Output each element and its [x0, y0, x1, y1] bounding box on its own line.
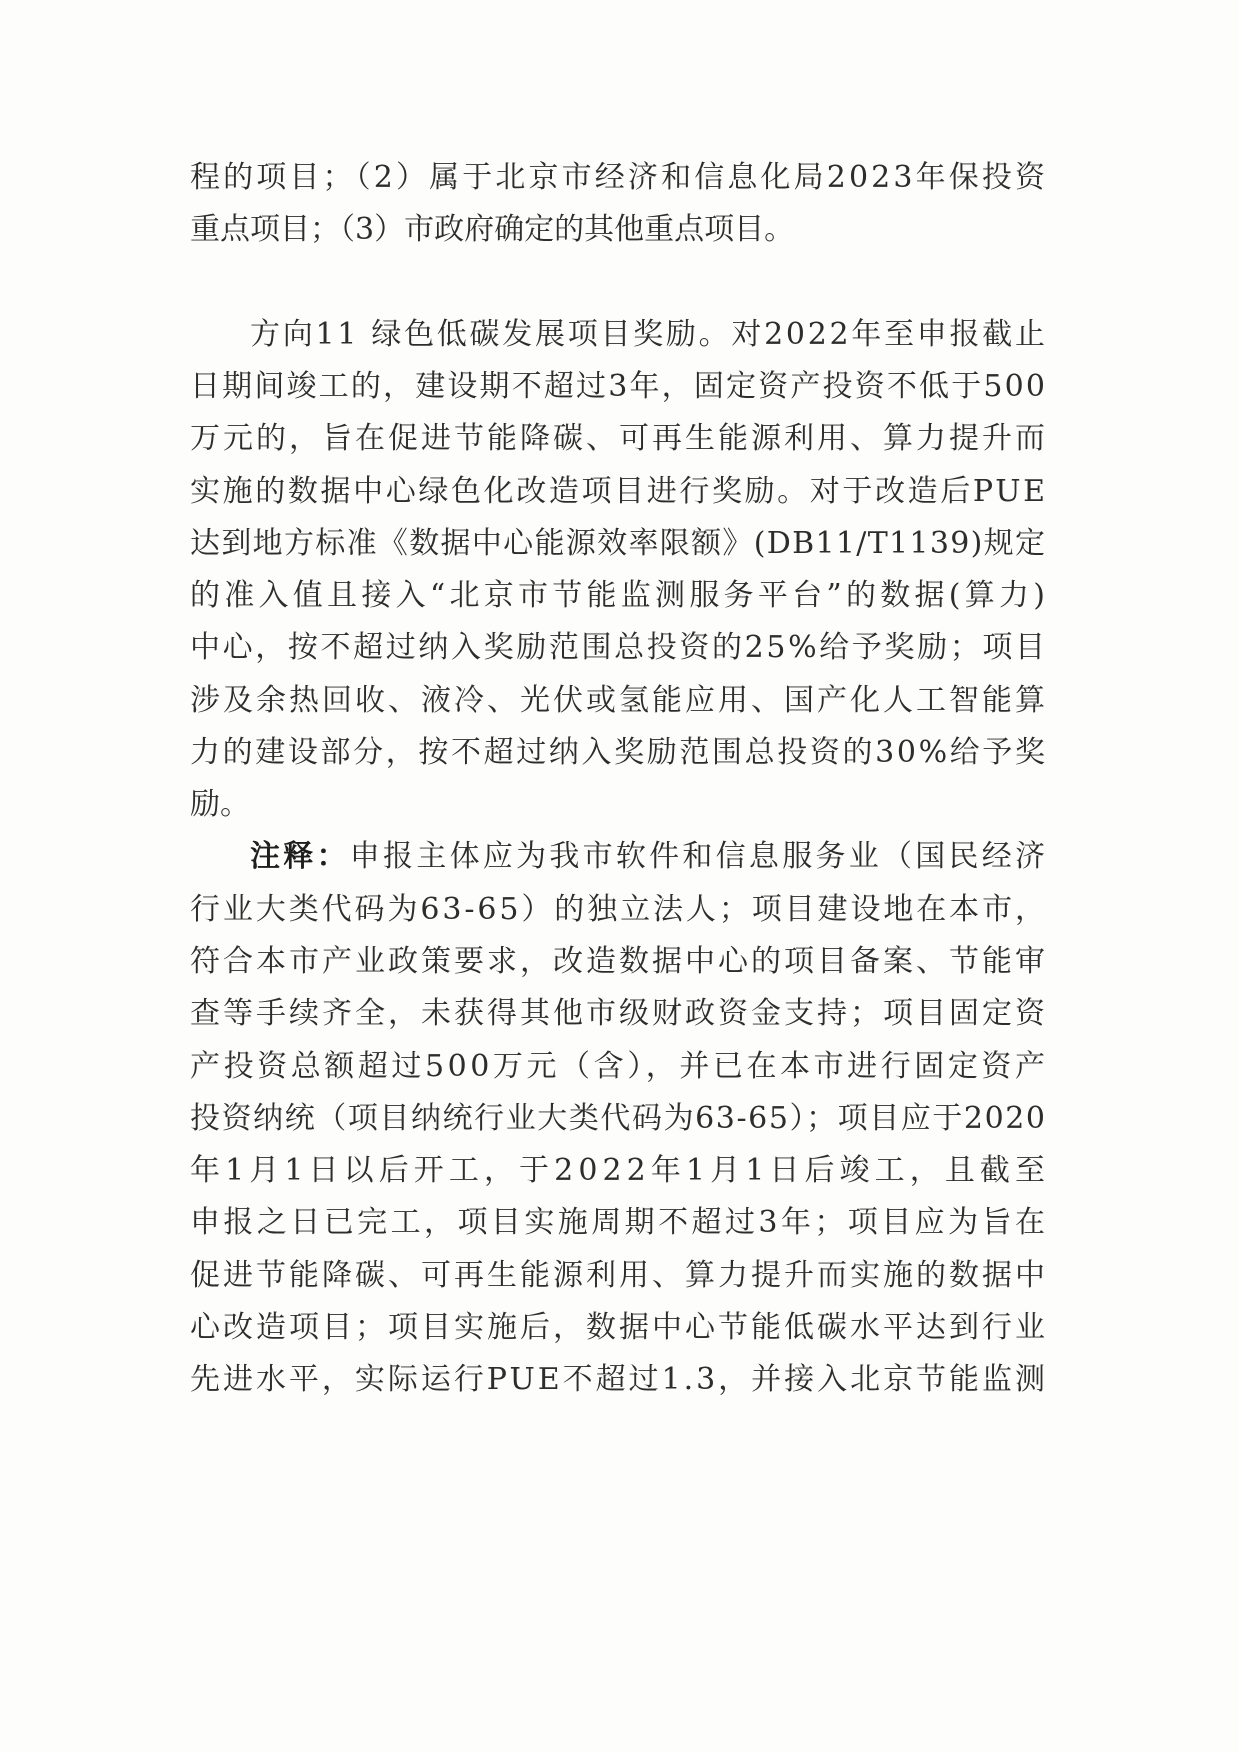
line-text: 重点项目；（3）市政府确定的其他重点项目。: [190, 212, 795, 247]
text-line: [0, 200, 1239, 260]
text-line: [0, 1246, 1239, 1306]
line-text: 符合本市产业政策要求，改造数据中心的项目备案、节能审: [190, 944, 1048, 979]
line-text: 投资纳统（项目纳统行业大类代码为63-65）；项目应于2020: [190, 1101, 1047, 1136]
line-text: 实施的数据中心绿色化改造项目进行奖励。对于改造后PUE: [190, 474, 1048, 509]
line-text: 方向11 绿色低碳发展项目奖励。对2022年至申报截止: [250, 317, 1048, 352]
line-text: 日期间竣工的，建设期不超过3年，固定资产投资不低于500: [190, 369, 1048, 404]
text-line: [0, 566, 1239, 626]
line-text: 行业大类代码为63-65）的独立法人；项目建设地在本市，: [190, 892, 1048, 927]
line-text: 中心，按不超过纳入奖励范围总投资的25%给予奖励；项目: [190, 630, 1048, 665]
text-line: [0, 305, 1239, 365]
text-line: [0, 409, 1239, 469]
line-text: 万元的，旨在促进节能降碳、可再生能源利用、算力提升而: [190, 421, 1048, 456]
text-line: [0, 1037, 1239, 1097]
line-text: 心改造项目；项目实施后，数据中心节能低碳水平达到行业: [190, 1310, 1048, 1345]
text-line: [0, 1193, 1239, 1253]
text-line: [0, 514, 1239, 574]
text-line: [0, 1350, 1239, 1410]
line-text: 年1月1日以后开工，于2022年1月1日后竣工，且截至: [190, 1153, 1051, 1188]
text-line: [0, 671, 1239, 731]
line-text: 达到地方标准《数据中心能源效率限额》(DB11/T1139)规定: [190, 526, 1047, 561]
text-line: [0, 932, 1239, 992]
line-text: 申报之日已完工，项目实施周期不超过3年；项目应为旨在: [190, 1205, 1049, 1240]
note-label: 注释：: [250, 839, 350, 874]
text-line: [0, 618, 1239, 678]
text-line: [0, 723, 1239, 783]
line-text: 产投资总额超过500万元（含），并已在本市进行固定资产: [190, 1049, 1049, 1084]
text-line: [0, 1298, 1239, 1358]
line-text: 励。: [190, 787, 250, 822]
line-text: 力的建设部分，按不超过纳入奖励范围总投资的30%给予奖: [190, 735, 1048, 770]
line-text: [250, 827, 1048, 887]
line-text: 促进节能降碳、可再生能源利用、算力提升而实施的数据中: [190, 1258, 1048, 1293]
note-text: 申报主体应为我市软件和信息服务业（国民经济: [349, 839, 1049, 874]
text-line: [0, 984, 1239, 1044]
text-line: [0, 357, 1239, 417]
line-text: 程的项目；（2）属于北京市经济和信息化局2023年保投资: [190, 160, 1049, 195]
text-line: [0, 462, 1239, 522]
text-line: [0, 827, 1239, 887]
line-text: 查等手续齐全，未获得其他市级财政资金支持；项目固定资: [190, 996, 1048, 1031]
text-line: [0, 880, 1239, 940]
text-line: [0, 775, 1239, 835]
line-text: 先进水平，实际运行PUE不超过1.3，并接入北京节能监测: [190, 1362, 1048, 1397]
line-text: 的准入值且接入“北京市节能监测服务平台”的数据(算力): [190, 578, 1050, 613]
text-line: [0, 1141, 1239, 1201]
line-text: 涉及余热回收、液冷、光伏或氢能应用、国产化人工智能算: [190, 683, 1048, 718]
text-line: [0, 1089, 1239, 1149]
text-line: [0, 148, 1239, 208]
